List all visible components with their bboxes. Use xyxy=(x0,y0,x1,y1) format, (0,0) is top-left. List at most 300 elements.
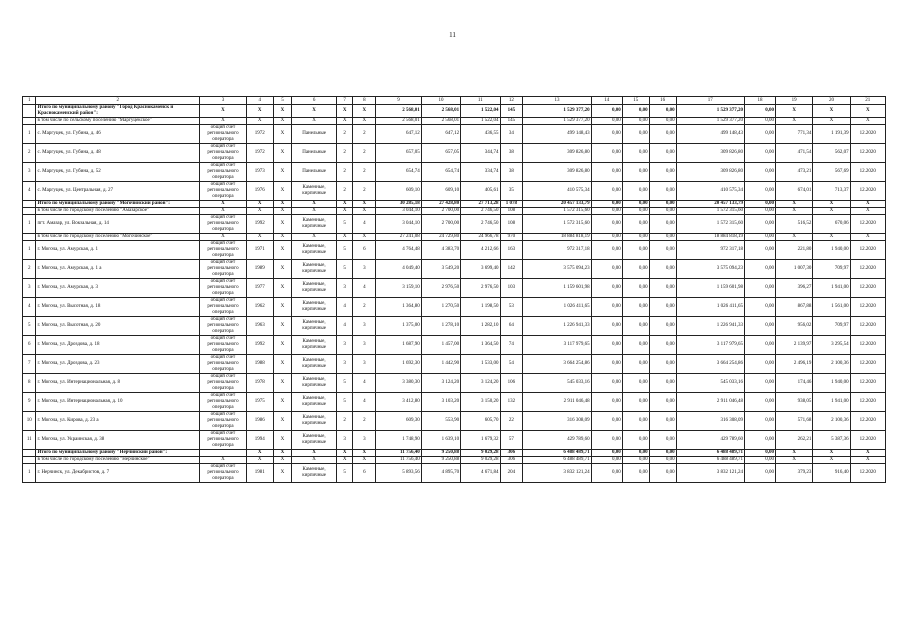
value-cell: 2 746,50 xyxy=(461,208,500,215)
value-cell: X xyxy=(813,105,850,118)
value-cell: 1 692,30 xyxy=(376,355,422,374)
value-cell: 654,74 xyxy=(421,163,460,182)
value-cell: 344,74 xyxy=(461,144,500,163)
value-cell: X xyxy=(273,450,292,457)
address-cell: г. Могоча, ул. Интернациональная, д. 8 xyxy=(36,374,200,393)
house-row xyxy=(23,298,886,317)
value-cell: X xyxy=(273,457,292,464)
value-cell: 670,06 xyxy=(813,215,850,234)
value-cell: 1994 xyxy=(246,431,273,450)
value-cell: X xyxy=(273,393,292,412)
house-row xyxy=(23,182,886,201)
value-cell: 0,00 xyxy=(649,208,676,215)
value-cell: X xyxy=(776,105,813,118)
column-number: 14 xyxy=(591,97,622,105)
value-cell: X xyxy=(776,201,813,208)
column-number: 3 xyxy=(200,97,247,105)
house-row xyxy=(23,215,886,234)
fund-account-cell: X xyxy=(200,105,247,118)
value-cell: 0,00 xyxy=(591,336,622,355)
value-cell: X xyxy=(813,118,850,125)
value-cell: 9 250,88 xyxy=(421,457,460,464)
value-cell: 0,00 xyxy=(622,182,649,201)
value-cell: 6 488 489,71 xyxy=(523,457,591,464)
value-cell: 2 xyxy=(353,412,376,431)
value-cell: X xyxy=(353,208,376,215)
row-index-cell: 1 xyxy=(23,215,36,234)
value-cell: 0,00 xyxy=(622,298,649,317)
value-cell: 4 xyxy=(353,393,376,412)
value-cell: 9 029,28 xyxy=(461,450,500,457)
value-cell: 0,00 xyxy=(649,144,676,163)
value-cell: 53 xyxy=(500,298,523,317)
value-cell: 867,88 xyxy=(776,298,813,317)
value-cell: 3 xyxy=(353,431,376,450)
value-cell: 108 xyxy=(500,208,523,215)
value-cell: 4 xyxy=(353,215,376,234)
value-cell: 0,00 xyxy=(649,412,676,431)
value-cell: 0,00 xyxy=(591,457,622,464)
address-cell: г. Могоча, ул. Высотная, д. 18 xyxy=(36,298,200,317)
value-cell: X xyxy=(273,201,292,208)
value-cell: 0,00 xyxy=(591,144,622,163)
value-cell: X xyxy=(776,450,813,457)
value-cell: 1 529 377,20 xyxy=(523,118,591,125)
row-index-cell: 3 xyxy=(23,279,36,298)
value-cell: X xyxy=(273,317,292,336)
address-cell: в том числе по городскому поселению "Могочинское" xyxy=(36,234,200,241)
wall-material-cell: Каменные, кирпичные xyxy=(292,374,337,393)
value-cell: 0,00 xyxy=(744,182,775,201)
value-cell: 709,97 xyxy=(813,260,850,279)
wall-material-cell: Каменные, кирпичные xyxy=(292,215,337,234)
column-number: 21 xyxy=(850,97,885,105)
value-cell: 0,00 xyxy=(622,336,649,355)
wall-material-cell: Панельные xyxy=(292,163,337,182)
value-cell: 3 117 979,65 xyxy=(676,336,744,355)
address-cell: г. Могоча, ул. Украинская, д. 38 xyxy=(36,431,200,450)
address-cell: Итого по муниципальному району "Нерчинский район": xyxy=(36,450,200,457)
value-cell: X xyxy=(850,457,885,464)
value-cell: 12.2020 xyxy=(850,464,885,483)
value-cell: 545 033,16 xyxy=(523,374,591,393)
value-cell: 0,00 xyxy=(649,215,676,234)
column-number: 15 xyxy=(622,97,649,105)
value-cell: 6 488 489,71 xyxy=(676,457,744,464)
value-cell: 771,34 xyxy=(776,125,813,144)
value-cell: 262,21 xyxy=(776,431,813,450)
value-cell: 0,00 xyxy=(649,105,676,118)
value-cell: 0,00 xyxy=(649,182,676,201)
value-cell: 5 xyxy=(336,241,353,260)
settlement-subtotal-row xyxy=(23,208,886,215)
column-number: 19 xyxy=(776,97,813,105)
value-cell: 970 xyxy=(500,234,523,241)
value-cell: 553,90 xyxy=(421,412,460,431)
value-cell: 1 572 315,60 xyxy=(523,215,591,234)
value-cell: 0,00 xyxy=(744,393,775,412)
value-cell: 2 xyxy=(336,144,353,163)
value-cell: 1 457,00 xyxy=(421,336,460,355)
value-cell: 12.2020 xyxy=(850,393,885,412)
address-cell: г. Нерчинск, ул. Декабристов, д. 7 xyxy=(36,464,200,483)
value-cell: 1 940,00 xyxy=(813,374,850,393)
value-cell: 0,00 xyxy=(591,234,622,241)
address-cell: г. Могоча, ул. Дроздова, д. 18 xyxy=(36,336,200,355)
value-cell: 3 103,20 xyxy=(421,393,460,412)
value-cell: 1 679,32 xyxy=(461,431,500,450)
value-cell: 0,00 xyxy=(744,431,775,450)
value-cell: 3 044,10 xyxy=(376,208,422,215)
value-cell: 3 xyxy=(353,317,376,336)
value-cell: X xyxy=(273,105,292,118)
value-cell: X xyxy=(246,450,273,457)
value-cell: 709,97 xyxy=(813,317,850,336)
row-index-cell: 1 xyxy=(23,125,36,144)
value-cell: 0,00 xyxy=(622,163,649,182)
value-cell: 12.2020 xyxy=(850,125,885,144)
value-cell: 1975 xyxy=(246,393,273,412)
value-cell: 0,00 xyxy=(744,215,775,234)
row-index-cell xyxy=(23,450,36,457)
value-cell: 3 124,20 xyxy=(461,374,500,393)
wall-material-cell: Каменные, кирпичные xyxy=(292,317,337,336)
value-cell: X xyxy=(246,208,273,215)
row-index-cell xyxy=(23,457,36,464)
value-cell: 3 117 979,65 xyxy=(523,336,591,355)
value-cell: 1992 xyxy=(246,336,273,355)
wall-material-cell: Каменные, кирпичные xyxy=(292,260,337,279)
value-cell: 3 295,54 xyxy=(813,336,850,355)
value-cell: 9 029,28 xyxy=(461,457,500,464)
value-cell: 0,00 xyxy=(622,260,649,279)
value-cell: 499 148,43 xyxy=(676,125,744,144)
address-cell: г. Могоча, ул. Высотная, д. 20 xyxy=(36,317,200,336)
fund-account-cell: X xyxy=(200,201,247,208)
value-cell: 2 911 046,48 xyxy=(523,393,591,412)
value-cell: 0,00 xyxy=(649,393,676,412)
fund-account-cell: X xyxy=(200,208,247,215)
value-cell: 2 139,97 xyxy=(776,336,813,355)
fund-account-cell: общий счет регионального оператора xyxy=(200,298,247,317)
value-cell: 0,00 xyxy=(649,374,676,393)
value-cell: 571,68 xyxy=(776,412,813,431)
value-cell: 562,07 xyxy=(813,144,850,163)
value-cell: 1 226 941,33 xyxy=(523,317,591,336)
value-cell: 1 529 377,20 xyxy=(676,118,744,125)
value-cell: X xyxy=(336,234,353,241)
fund-account-cell: общий счет регионального оператора xyxy=(200,412,247,431)
fund-account-cell: общий счет регионального оператора xyxy=(200,464,247,483)
value-cell: 2 xyxy=(353,144,376,163)
value-cell: X xyxy=(850,234,885,241)
district-total-row xyxy=(23,450,886,457)
value-cell: X xyxy=(353,450,376,457)
wall-material-cell: X xyxy=(292,118,337,125)
value-cell: 6 488 489,71 xyxy=(676,450,744,457)
value-cell: 0,00 xyxy=(649,279,676,298)
value-cell: 30 285,18 xyxy=(376,201,422,208)
value-cell: 3 664 254,86 xyxy=(523,355,591,374)
address-cell: г. Могоча, ул. Интернациональная, д. 10 xyxy=(36,393,200,412)
value-cell: 0,00 xyxy=(591,182,622,201)
value-cell: 0,00 xyxy=(591,163,622,182)
value-cell: X xyxy=(850,208,885,215)
value-cell: 12.2020 xyxy=(850,215,885,234)
value-cell: 0,00 xyxy=(744,201,775,208)
value-cell: 6 xyxy=(353,241,376,260)
value-cell: 1 270,50 xyxy=(421,298,460,317)
value-cell: 2 xyxy=(353,125,376,144)
page-number: 11 xyxy=(449,31,456,39)
column-number: 12 xyxy=(500,97,523,105)
value-cell: 4 671,84 xyxy=(461,464,500,483)
fund-account-cell: общий счет регионального оператора xyxy=(200,182,247,201)
value-cell: 1 198,50 xyxy=(461,298,500,317)
value-cell: 0,00 xyxy=(744,464,775,483)
wall-material-cell: X xyxy=(292,208,337,215)
fund-account-cell: X xyxy=(200,234,247,241)
row-index-cell xyxy=(23,208,36,215)
house-row xyxy=(23,125,886,144)
value-cell: X xyxy=(336,457,353,464)
value-cell: 972 317,18 xyxy=(523,241,591,260)
row-index-cell xyxy=(23,118,36,125)
value-cell: X xyxy=(850,201,885,208)
value-cell: 1 364,50 xyxy=(461,336,500,355)
value-cell: 3 150,20 xyxy=(461,393,500,412)
column-number: 8 xyxy=(353,97,376,105)
address-cell: Итого по муниципальному району "Город Краснокаменск и Краснокаменский район": xyxy=(36,105,200,118)
value-cell: 1 572 315,60 xyxy=(523,208,591,215)
value-cell: 1 442,90 xyxy=(421,355,460,374)
value-cell: 0,00 xyxy=(649,241,676,260)
value-cell: 2 xyxy=(353,163,376,182)
value-cell: 0,00 xyxy=(622,144,649,163)
value-cell: X xyxy=(353,234,376,241)
value-cell: 609,10 xyxy=(421,182,460,201)
value-cell: 0,00 xyxy=(591,279,622,298)
value-cell: 5 xyxy=(336,374,353,393)
value-cell: 20 457 133,79 xyxy=(676,201,744,208)
value-cell: 3 044,10 xyxy=(376,215,422,234)
value-cell: 0,00 xyxy=(744,450,775,457)
address-cell: в том числе по городскому поселению "Нерчинское" xyxy=(36,457,200,464)
value-cell: 24 729,80 xyxy=(421,234,460,241)
value-cell: 12.2020 xyxy=(850,182,885,201)
value-cell: 12.2020 xyxy=(850,317,885,336)
value-cell: 11 756,40 xyxy=(376,457,422,464)
value-cell: 1981 xyxy=(246,464,273,483)
value-cell: 12.2020 xyxy=(850,412,885,431)
fund-account-cell: общий счет регионального оператора xyxy=(200,215,247,234)
value-cell: 1 375,00 xyxy=(376,317,422,336)
wall-material-cell: Каменные, кирпичные xyxy=(292,182,337,201)
fund-account-cell: X xyxy=(200,457,247,464)
column-number: 4 xyxy=(246,97,273,105)
column-number-row xyxy=(23,97,886,105)
address-cell: с. Маргуцек, ул. Центральная, д. 27 xyxy=(36,182,200,201)
value-cell: X xyxy=(273,374,292,393)
value-cell: X xyxy=(336,118,353,125)
fund-account-cell: общий счет регионального оператора xyxy=(200,125,247,144)
value-cell: 1989 xyxy=(246,260,273,279)
value-cell: 0,00 xyxy=(622,118,649,125)
value-cell: X xyxy=(273,208,292,215)
value-cell: 12.2020 xyxy=(850,431,885,450)
house-row xyxy=(23,279,886,298)
value-cell: 334,74 xyxy=(461,163,500,182)
house-row xyxy=(23,412,886,431)
capital-repair-register-table xyxy=(22,96,886,483)
row-index-cell: 11 xyxy=(23,431,36,450)
value-cell: 1 191,39 xyxy=(813,125,850,144)
house-row xyxy=(23,374,886,393)
row-index-cell: 4 xyxy=(23,182,36,201)
value-cell: 38 xyxy=(500,144,523,163)
value-cell: 18 884 818,19 xyxy=(676,234,744,241)
value-cell: 9 250,88 xyxy=(421,450,460,457)
value-cell: 567,69 xyxy=(813,163,850,182)
wall-material-cell: Каменные, кирпичные xyxy=(292,464,337,483)
wall-material-cell: X xyxy=(292,105,337,118)
value-cell: 1972 xyxy=(246,125,273,144)
value-cell: 3 xyxy=(336,279,353,298)
value-cell: X xyxy=(353,118,376,125)
value-cell: 1 687,90 xyxy=(376,336,422,355)
value-cell: 0,00 xyxy=(591,355,622,374)
value-cell: 3 575 094,23 xyxy=(676,260,744,279)
row-index-cell: 5 xyxy=(23,317,36,336)
value-cell: 0,00 xyxy=(622,393,649,412)
value-cell: 0,00 xyxy=(622,279,649,298)
value-cell: 1988 xyxy=(246,355,273,374)
value-cell: X xyxy=(273,241,292,260)
value-cell: 1963 xyxy=(246,317,273,336)
value-cell: 1 522,04 xyxy=(461,118,500,125)
value-cell: 0,00 xyxy=(649,163,676,182)
value-cell: X xyxy=(850,105,885,118)
value-cell: 12.2020 xyxy=(850,163,885,182)
value-cell: 1 748,90 xyxy=(376,431,422,450)
fund-account-cell: общий счет регионального оператора xyxy=(200,431,247,450)
value-cell: X xyxy=(273,336,292,355)
value-cell: X xyxy=(353,201,376,208)
value-cell: X xyxy=(353,457,376,464)
value-cell: 163 xyxy=(500,241,523,260)
column-number: 10 xyxy=(421,97,460,105)
value-cell: 0,00 xyxy=(622,464,649,483)
value-cell: 103 xyxy=(500,279,523,298)
value-cell: 0,00 xyxy=(622,412,649,431)
value-cell: 1 941,00 xyxy=(813,393,850,412)
wall-material-cell: Каменные, кирпичные xyxy=(292,279,337,298)
wall-material-cell: Каменные, кирпичные xyxy=(292,355,337,374)
value-cell: X xyxy=(776,457,813,464)
value-cell: 1 007,30 xyxy=(776,260,813,279)
value-cell: 12.2020 xyxy=(850,279,885,298)
value-cell: 5 xyxy=(336,215,353,234)
value-cell: 309 826,80 xyxy=(523,163,591,182)
value-cell: 429 789,60 xyxy=(523,431,591,450)
value-cell: 27 713,28 xyxy=(461,201,500,208)
value-cell: 1977 xyxy=(246,279,273,298)
fund-account-cell: общий счет регионального оператора xyxy=(200,241,247,260)
value-cell: 609,30 xyxy=(376,412,422,431)
value-cell: 1976 xyxy=(246,182,273,201)
value-cell: 4 049,40 xyxy=(376,260,422,279)
value-cell: 0,00 xyxy=(622,374,649,393)
value-cell: 654,74 xyxy=(376,163,422,182)
house-row xyxy=(23,317,886,336)
value-cell: 2 xyxy=(336,163,353,182)
value-cell: 0,00 xyxy=(591,260,622,279)
value-cell: 64 xyxy=(500,317,523,336)
wall-material-cell: Панельные xyxy=(292,125,337,144)
value-cell: X xyxy=(273,412,292,431)
value-cell: 0,00 xyxy=(649,125,676,144)
value-cell: 0,00 xyxy=(591,241,622,260)
value-cell: 0,00 xyxy=(744,118,775,125)
address-cell: в том числе по сельскому поселению "Маргуцекское" xyxy=(36,118,200,125)
row-index-cell xyxy=(23,234,36,241)
value-cell: 0,00 xyxy=(622,355,649,374)
value-cell: X xyxy=(273,118,292,125)
address-cell: г. Могоча, ул. Кирова, д. 23 а xyxy=(36,412,200,431)
value-cell: 396,27 xyxy=(776,279,813,298)
address-cell: г. Могоча, ул. Амурская, д. 1 xyxy=(36,241,200,260)
value-cell: 3 xyxy=(353,336,376,355)
address-cell: пгт. Амазар, ул. Вокзальная, д. 14 xyxy=(36,215,200,234)
value-cell: 12.2020 xyxy=(850,144,885,163)
value-cell: X xyxy=(850,118,885,125)
value-cell: 3 380,30 xyxy=(376,374,422,393)
value-cell: 309 826,80 xyxy=(523,144,591,163)
value-cell: 674,01 xyxy=(776,182,813,201)
value-cell: 0,00 xyxy=(744,105,775,118)
value-cell: 0,00 xyxy=(591,450,622,457)
row-index-cell: 8 xyxy=(23,374,36,393)
value-cell: X xyxy=(273,234,292,241)
column-number: 5 xyxy=(273,97,292,105)
value-cell: 3 412,80 xyxy=(376,393,422,412)
value-cell: X xyxy=(776,208,813,215)
value-cell: 0,00 xyxy=(622,234,649,241)
row-index-cell: 10 xyxy=(23,412,36,431)
value-cell: 0,00 xyxy=(744,208,775,215)
value-cell: 2 xyxy=(353,182,376,201)
value-cell: X xyxy=(813,450,850,457)
settlement-subtotal-row xyxy=(23,118,886,125)
column-number: 11 xyxy=(461,97,500,105)
value-cell: 0,00 xyxy=(622,317,649,336)
value-cell: 405,61 xyxy=(461,182,500,201)
house-row xyxy=(23,393,886,412)
value-cell: X xyxy=(273,464,292,483)
value-cell: 12.2020 xyxy=(850,241,885,260)
value-cell: 6 xyxy=(353,464,376,483)
value-cell: 1 529 377,20 xyxy=(676,105,744,118)
value-cell: 1 278,10 xyxy=(421,317,460,336)
value-cell: 1 026 411,65 xyxy=(676,298,744,317)
value-cell: 1 940,00 xyxy=(813,241,850,260)
value-cell: 2 496,19 xyxy=(776,355,813,374)
value-cell: 0,00 xyxy=(591,393,622,412)
value-cell: 956,02 xyxy=(776,317,813,336)
value-cell: 34 xyxy=(500,125,523,144)
value-cell: 20 457 133,79 xyxy=(523,201,591,208)
value-cell: 0,00 xyxy=(649,317,676,336)
